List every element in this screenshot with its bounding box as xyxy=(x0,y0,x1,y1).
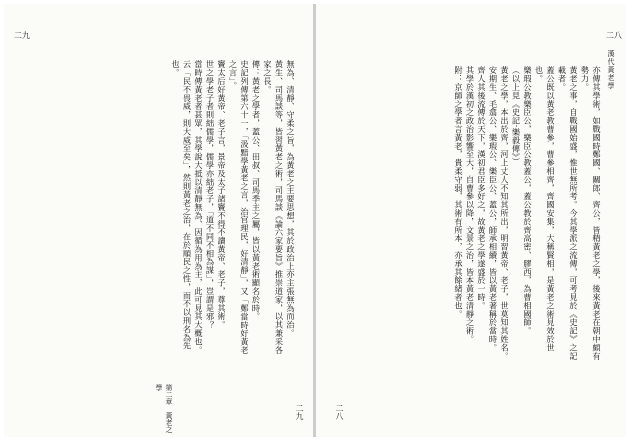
paragraph: 傳：黃老之學者，蓋公、田叔、司馬季主之屬，皆以黃老術顯名於時。 xyxy=(251,60,262,321)
paragraph: 齊人其後流傳於天下，漢初君臣多好之，故黃老之學遂盛於一時。 xyxy=(477,66,487,310)
page-number-top: 二八 xyxy=(606,31,622,40)
page-number: 二八 xyxy=(335,404,344,420)
paragraph: 蓋公既以黃老教曹參，曹參相齊，齊國安集，大稱賢相，是黃老之術見效於世也。 xyxy=(534,66,556,352)
page-number-top: 二九 xyxy=(14,31,30,40)
body-text xyxy=(342,66,602,366)
paragraph: 黃老之學，本出於齊，河上丈人不知其所出，明習黃帝、老子，世莫知其姓名。 xyxy=(500,66,510,360)
paragraph: 亦傳其學術，如戰國時鄭國、關郎、齊公，皆精黃老之學，後來黃老在朝中頗有勢力。 xyxy=(580,66,602,360)
paragraph: 其學於漢初之政治影響至大，自曹參以降，文景之治，皆本黃老清靜之術。 xyxy=(465,66,476,344)
chapter-footer: 第二章 黃老之學 xyxy=(155,384,173,433)
paragraph: 云「民不畏威，則大威至矣」，然則黃老之治，在於順民之性，而不以刑名為先也。 xyxy=(171,60,193,350)
body-text xyxy=(34,60,296,360)
paragraph: 無為、清靜、守柔之旨，為黃老之主要思想，其於政治上亦主張無為而治。 xyxy=(286,60,296,338)
left-page xyxy=(4,4,314,437)
paragraph: 世之學老子者則絀儒學，儒學亦絀老子，「道不同不相為謀」，豈謂是邪？ xyxy=(205,60,216,329)
paragraph: 黃老之事，自戰國始盛，惟世無所考。今其學派之流傳，可考見於《史記》之記載者。 xyxy=(557,66,579,360)
paragraph: 黃生、司馬談等，皆習黃老之術，司馬談《論六家要旨》推崇道家，以其兼采各家之長。 xyxy=(263,60,285,354)
paragraph: 當時傳黃老者甚眾，其學說大抵以清靜無為、因循為用為主，此可見其大概也。 xyxy=(194,60,204,354)
paragraph: 史記列傳第六十一，「汲黯學黃老之言，治官理民，好清靜」，又「鄭當時好黃老之言」。 xyxy=(228,60,250,355)
paragraph: （以上見《史記·樂毅傳》） xyxy=(511,66,522,166)
paragraph: 安期生、毛翕公、樂瑕公、樂臣公、蓋公，師承相續，皆以黃老著稱於當時。 xyxy=(488,66,499,352)
running-title: 漢代黃老學 xyxy=(607,50,615,90)
paragraph: 樂瑕公教樂臣公，樂臣公教蓋公，蓋公教於齊高密、膠西，為曹相國師。 xyxy=(523,66,533,335)
book-spread xyxy=(4,4,626,437)
right-page xyxy=(316,4,626,437)
paragraph: 附：京師之學者言黃老，貴柔守弱，其術有所本，亦承其餘緒者也。 xyxy=(454,66,464,318)
paragraph: 竇太后好黃帝、老子言，景帝及太子諸竇不得不讀黃帝、老子，尊其術。 xyxy=(217,60,227,329)
page-number: 二九 xyxy=(295,404,304,420)
